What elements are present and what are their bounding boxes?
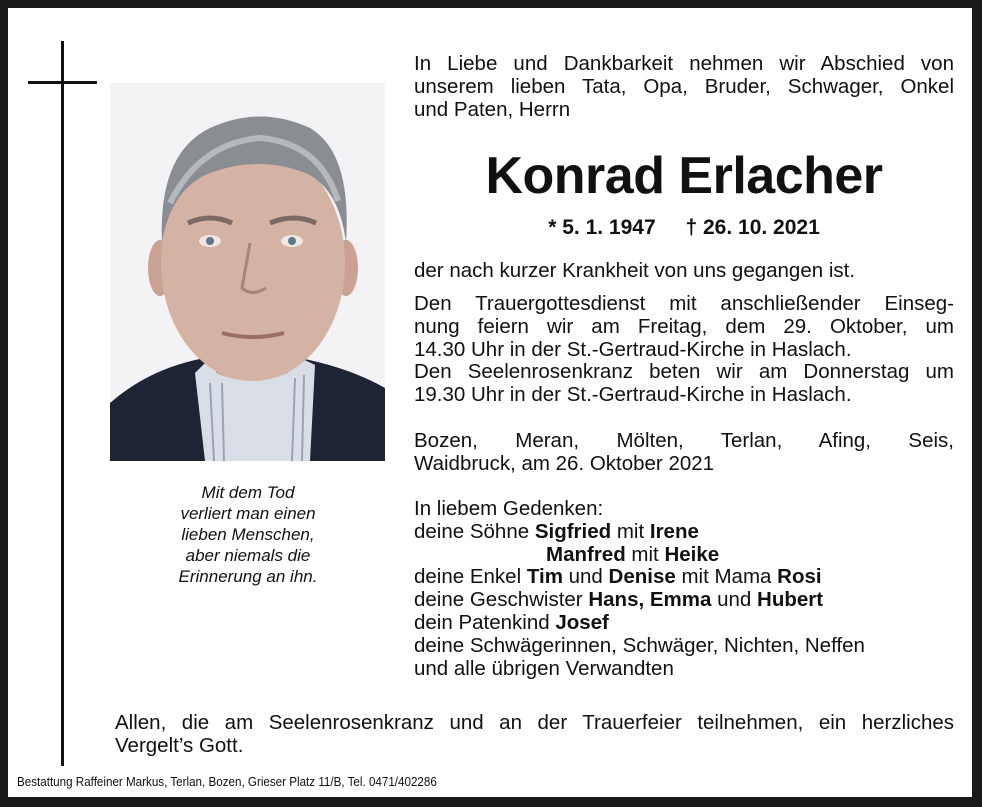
thanks-line: Allen, die am Seelenrosenkranz und an der Trauerfeier teilnehmen, ein herzliches [115,711,954,734]
family-line-relatives: und alle übrigen Verwandten [414,656,674,680]
with-text: mit [611,519,650,543]
intro-line: und Paten, Herrn [414,97,571,121]
godchild-name: Josef [555,610,609,634]
service-line: Den Trauergottesdienst mit anschließender Einseg- [414,292,954,315]
family-line-sons [414,521,865,544]
cross-icon-horizontal [28,81,97,84]
mama-text: mit Mama [675,565,778,589]
grandchild-name: Denise [608,565,676,589]
family-line-sons-2 [414,544,865,567]
and-text: und [562,565,609,589]
service-line: Den Seelenrosenkranz beten wir am Donnerstag um [414,360,954,384]
cross-icon-vertical [61,41,64,766]
godchild-prefix: dein Patenkind [414,610,556,634]
family-section [414,498,865,680]
quote-line: Erinnerung an ihn. [178,567,318,586]
funeral-home-footer: Bestattung Raffeiner Markus, Terlan, Bozen, Grieser Platz 11/B, Tel. 0471/402286 [17,775,437,789]
thanks-paragraph [115,712,954,758]
and-text: und [711,588,758,612]
thanks-line: Vergelt’s Gott. [115,733,244,757]
quote-line: aber niemals die [185,546,311,565]
siblings-prefix: deine Geschwister [414,588,589,612]
place-line: Waidbruck, am 26. Oktober 2021 [414,451,715,475]
death-date: † 26. 10. 2021 [685,216,820,239]
family-line-godchild [414,612,865,635]
mother-name: Rosi [777,565,822,589]
service-paragraph [414,293,954,407]
service-line: 19.30 Uhr in der St.-Gertraud-Kirche in Haslach. [414,383,852,407]
quote-line: verliert man einen [180,504,316,523]
life-dates [414,215,954,241]
sibling-names: Hans, Emma [588,588,712,612]
intro-line: unserem lieben Tata, Opa, Bruder, Schwager, Onkel [414,74,954,98]
intro-line: In Liebe und Dankbarkeit nehmen wir Abschied von [414,52,954,75]
son-name: Sigfried [534,519,612,543]
grand-prefix: deine Enkel [414,565,527,589]
deceased-name: Konrad Erlacher [485,147,883,205]
portrait-photo [110,83,385,461]
quote-line: lieben Menschen, [181,525,315,544]
family-header: In liebem Gedenken: [414,497,604,520]
family-line-grandchildren [414,566,865,589]
spouse-name: Heike [664,542,720,566]
memorial-quote [128,482,368,587]
sons-prefix: deine Söhne [414,519,535,543]
place-date-paragraph [414,430,954,476]
passing-line: der nach kurzer Krankheit von uns gegangen ist. [414,259,856,282]
obituary-card [8,8,972,797]
grandchild-name: Tim [526,565,563,589]
quote-line: Mit dem Tod [201,483,295,502]
family-line-in-laws: deine Schwägerinnen, Schwäger, Nichten, Neffen [414,633,865,657]
intro-paragraph [414,53,954,121]
family-line-siblings [414,589,865,612]
son-name: Manfred [546,542,626,566]
sibling-name: Hubert [757,588,824,612]
with-text: mit [625,542,665,566]
service-line: nung feiern wir am Freitag, dem 29. Oktober, um [414,314,954,338]
place-line: Bozen, Meran, Mölten, Terlan, Afing, Seis, [414,429,954,452]
service-line: 14.30 Uhr in der St.-Gertraud-Kirche in Haslach. [414,337,852,361]
birth-date: * 5. 1. 1947 [548,216,656,239]
spouse-name: Irene [649,519,699,543]
